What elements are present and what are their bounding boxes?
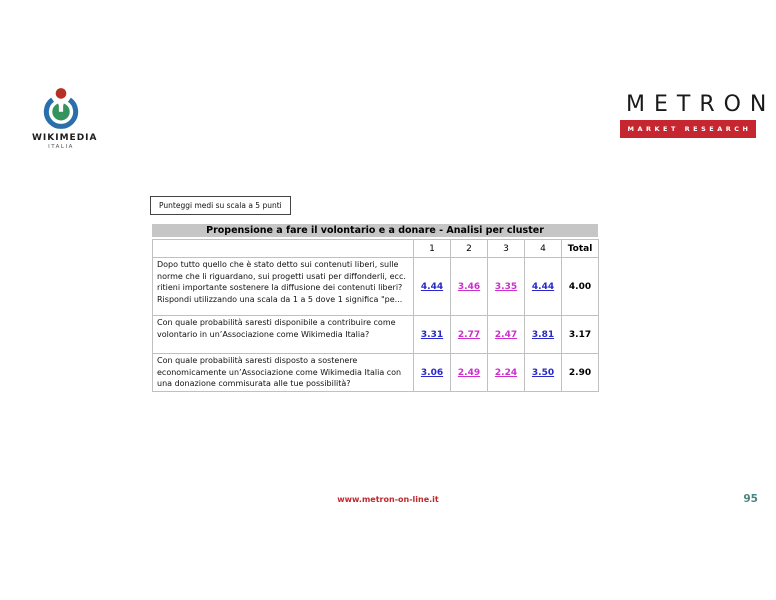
- cluster-value-cell: 2.47: [488, 316, 525, 354]
- total-value-cell: 3.17: [562, 316, 599, 354]
- data-table: [152, 239, 599, 392]
- question-column-header: [153, 240, 414, 258]
- cluster-analysis-table: [152, 224, 598, 392]
- table-row: [153, 354, 599, 392]
- wikimedia-italia-logo: [32, 86, 98, 150]
- page-number: 95: [743, 493, 758, 505]
- cluster-value-cell: 3.81: [525, 316, 562, 354]
- wikimedia-logo-text: WIKIMEDIA: [32, 133, 98, 143]
- scale-note-box: Punteggi medi su scala a 5 punti: [150, 196, 291, 215]
- cluster-value-cell: 2.49: [451, 354, 488, 392]
- column-header-1: 1: [414, 240, 451, 258]
- question-cell: Dopo tutto quello che è stato detto sui contenuti liberi, sulle norme che li riguardano, sui progetti usati per diffonderli, ecc. ritieni importante sostenere la diffusione dei contenuti liberi? Rispondi utilizzando una scala da 1 a 5 dove 1 significa "pe...: [153, 258, 414, 316]
- cluster-value-cell: 2.77: [451, 316, 488, 354]
- wikimedia-logo-subtext: ITALIA: [48, 144, 74, 150]
- question-cell: Con quale probabilità saresti disponibile a contribuire come volontario in un’Associazione come Wikimedia Italia?: [153, 316, 414, 354]
- cluster-value-cell: 2.24: [488, 354, 525, 392]
- total-value-cell: 4.00: [562, 258, 599, 316]
- cluster-value-cell: 4.44: [414, 258, 451, 316]
- cluster-value-cell: 3.31: [414, 316, 451, 354]
- metron-logo: [620, 92, 776, 138]
- cluster-value-cell: 4.44: [525, 258, 562, 316]
- question-cell: Con quale probabilità saresti disposto a sostenere economicamente un’Associazione come Wikimedia Italia con una donazione commisurata alle tue possibilità?: [153, 354, 414, 392]
- cluster-value-cell: 3.50: [525, 354, 562, 392]
- table-row: [153, 258, 599, 316]
- column-header-2: 2: [451, 240, 488, 258]
- total-value-cell: 2.90: [562, 354, 599, 392]
- table-row: [153, 316, 599, 354]
- column-header-row: [153, 240, 599, 258]
- metron-logo-text: METRON: [626, 92, 776, 117]
- metron-logo-tagline: MARKET RESEARCH: [620, 120, 756, 138]
- wikimedia-logo-icon: [39, 86, 83, 132]
- footer-url[interactable]: www.metron-on-line.it: [337, 495, 439, 504]
- table-title: Propensione a fare il volontario e a donare - Analisi per cluster: [152, 224, 598, 237]
- cluster-value-cell: 3.35: [488, 258, 525, 316]
- cluster-value-cell: 3.06: [414, 354, 451, 392]
- column-header-4: 4: [525, 240, 562, 258]
- column-header-total: Total: [562, 240, 599, 258]
- column-header-3: 3: [488, 240, 525, 258]
- cluster-value-cell: 3.46: [451, 258, 488, 316]
